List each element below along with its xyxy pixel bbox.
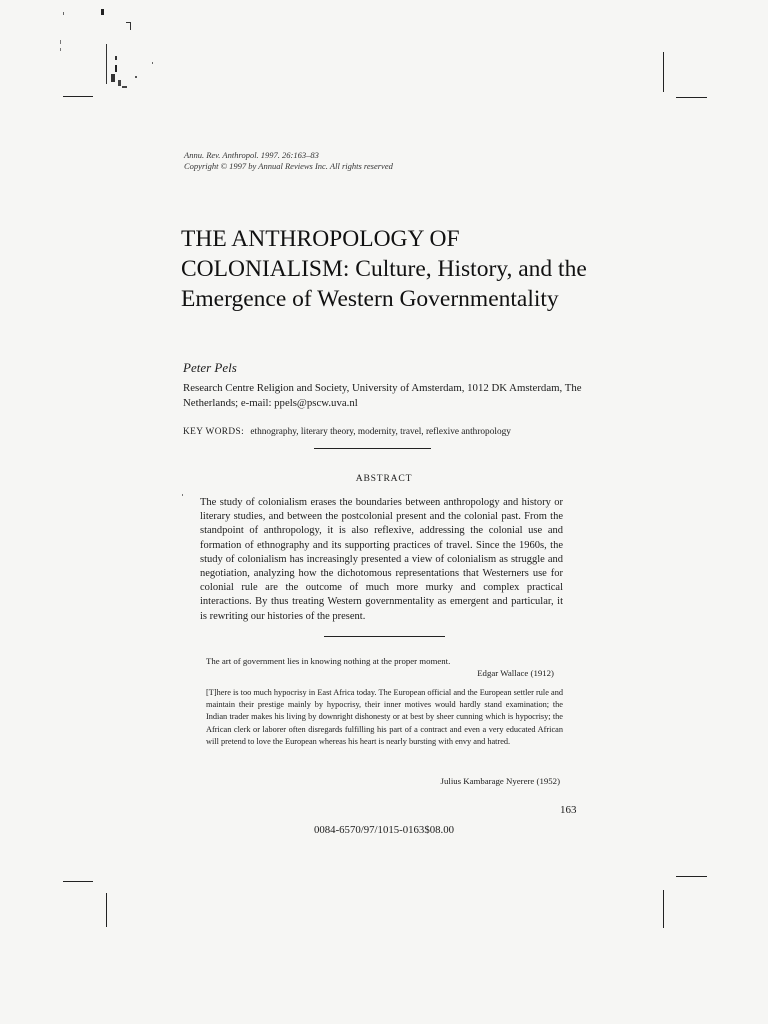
- crop-mark-top-right-h: [676, 97, 707, 98]
- keywords-line: [183, 427, 603, 437]
- abstract-text: The study of colonialism erases the boundaries between anthropology and history or literary studies, and between the postcolonial present and the colonial past. From the standpoint of anthropology, it is also reflexive, addressing the colonial use and formation of ethnography and its supporting practices of travel. Since the 1960s, the study of colonialism has increasingly presented a view of colonialism as struggle and negotiation, analyzing how the dichotomous representations that Westerners use for colonial rule are the outcome of much more murky and complex practical interactions. By thus treating Western governmentality as emergent and particular, it is rewriting our histories of the present.: [200, 497, 563, 622]
- epigraph-quote: [T]here is too much hypocrisy in East Africa today. The European official and the European settler rule and maintain their prestige mainly by hypocrisy, their inner motives would hardly stand examination; the Indian trader makes his living by downright dishonesty or at best by sheer cunning which is hypocrisy; the African clerk or laborer often disregards fulfilling his part of a contract and even a very educated African will pretend to love the European whereas his heart is nearly bursting with envy and hatred.: [206, 688, 563, 746]
- journal-copyright: Copyright © 1997 by Annual Reviews Inc. All rights reserved: [184, 161, 393, 171]
- abstract-heading: ABSTRACT: [355, 473, 413, 484]
- epigraph-attribution: Edgar Wallace (1912): [477, 668, 554, 678]
- keywords-label: KEY WORDS:: [183, 427, 245, 437]
- crop-mark-bottom-right-v: [663, 890, 664, 928]
- page-number: 163: [560, 804, 577, 816]
- epigraph-quote: The art of government lies in knowing nothing at the proper moment.: [206, 656, 451, 666]
- journal-citation: Annu. Rev. Anthropol. 1997. 26:163–83: [184, 150, 319, 160]
- keywords-list: ethnography, literary theory, modernity, travel, reflexive anthropology: [250, 427, 511, 437]
- article-title: THE ANTHROPOLOGY OF COLONIALISM: Culture, History, and the Emergence of Western Governmentality: [181, 226, 587, 312]
- epigraph-attribution: Julius Kambarage Nyerere (1952): [440, 776, 560, 786]
- journal-header: [184, 150, 393, 172]
- crop-mark-bottom-left-h: [63, 881, 93, 882]
- article-code: 0084-6570/97/1015-0163$08.00: [313, 824, 455, 836]
- divider-rule-bottom: [324, 636, 445, 637]
- crop-mark-top-left: [63, 96, 93, 97]
- crop-mark-bottom-right-h: [676, 876, 707, 877]
- author-name: Peter Pels: [183, 360, 237, 375]
- author-affiliation: Research Centre Religion and Society, University of Amsterdam, 1012 DK Amsterdam, The Netherlands; e-mail: ppels@pscw.uva.nl: [183, 382, 582, 409]
- crop-mark-top-right-v: [663, 52, 664, 92]
- crop-mark-bottom-left-v: [106, 893, 107, 927]
- divider-rule-top: [314, 448, 431, 449]
